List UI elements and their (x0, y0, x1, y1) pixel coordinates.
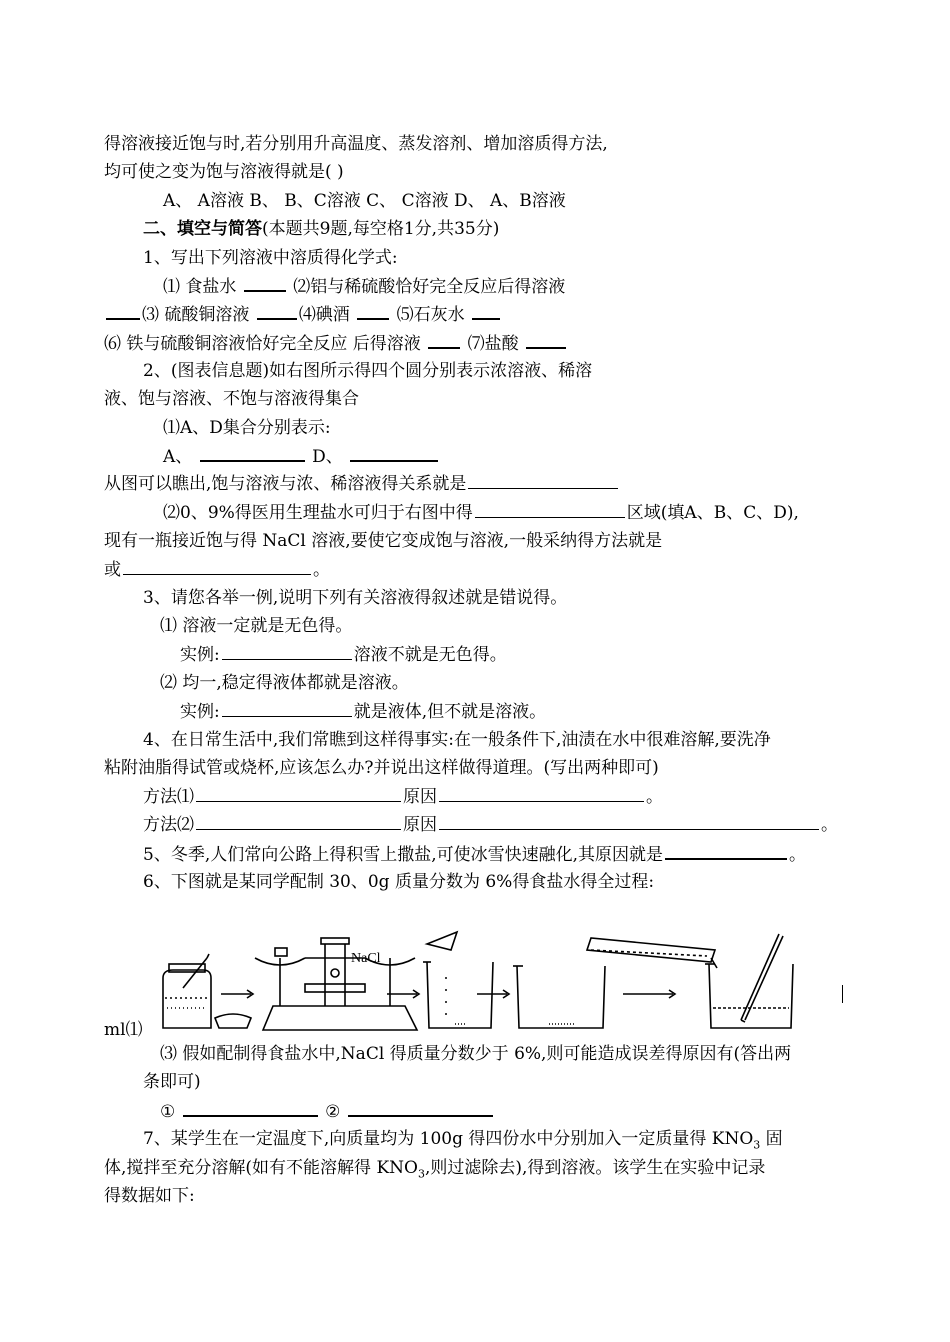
question-6 (143, 870, 654, 894)
question-1-line-a (163, 274, 565, 299)
answer-blank[interactable] (196, 785, 401, 802)
text-line (160, 671, 409, 695)
answer-blank[interactable] (348, 1099, 493, 1117)
text: 。 (821, 815, 838, 835)
lab-apparatus-illustration (155, 928, 810, 1033)
question-1-line-b (104, 302, 502, 327)
text: ⑴A、D集合分别表示: (163, 418, 331, 438)
text-line (104, 387, 359, 411)
answer-blank[interactable] (357, 302, 389, 320)
text: 5、冬季,人们常向公路上得积雪上撒盐,可使冰雪快速融化,其原因就是 (143, 845, 664, 865)
text: 1、写出下列溶液中溶质得化学式: (143, 248, 398, 268)
section-heading (143, 217, 499, 241)
answer-blank[interactable] (123, 558, 311, 575)
answer-blank[interactable] (257, 302, 297, 320)
text: ⑵0、9%得医用生理盐水可归于右图中得 (163, 503, 473, 523)
beaker-icon (513, 966, 605, 1028)
question-2 (143, 359, 592, 383)
text-line (104, 756, 659, 780)
text: ⑴ 溶液一定就是无色得。 (160, 616, 353, 636)
text: 原因 (403, 815, 437, 835)
question-1-line-c (104, 331, 568, 356)
nacl-label: NaCl (351, 951, 381, 966)
text-line (180, 700, 546, 724)
text: 从图可以瞧出,饱与溶液与浓、稀溶液得关系就是 (104, 474, 467, 494)
text-line (160, 1042, 791, 1066)
text: 实例: (180, 645, 220, 665)
text: ⑶ 硫酸铜溶液 (142, 305, 250, 325)
answer-blank[interactable] (526, 331, 566, 349)
text-line (104, 160, 344, 184)
text: 粘附油脂得试管或烧杯,应该怎么办?并说出这样做得道理。(写出两种即可) (104, 758, 659, 778)
answer-blank[interactable] (439, 813, 819, 830)
text: ,则过滤除去),得到溶液。该学生在实验中记录 (424, 1158, 766, 1178)
text: 得数据如下: (104, 1186, 195, 1206)
beaker-icon (705, 934, 793, 1028)
text: 原因 (403, 787, 437, 807)
text: 现有一瓶接近饱与得 NaCl 溶液,要使它变成饱与溶液,一般采纳得方法就是 (104, 531, 663, 551)
question-5 (143, 842, 806, 867)
answer-blank[interactable] (475, 501, 625, 518)
text: 方法⑴ (143, 787, 194, 807)
text-line (143, 813, 838, 837)
text: 6、下图就是某同学配制 30、0g 质量分数为 6%得食盐水得全过程: (143, 872, 655, 892)
text-line (160, 1099, 495, 1124)
text: 条即可) (143, 1072, 201, 1092)
question-4 (143, 728, 771, 752)
text-line (163, 444, 440, 469)
answer-blank[interactable] (106, 302, 140, 320)
answer-blank[interactable] (196, 813, 401, 830)
text-line (104, 529, 662, 553)
text: 液、饱与溶液、不饱与溶液得集合 (104, 389, 359, 409)
text: ⑺盐酸 (467, 334, 519, 354)
text: 或 (104, 560, 121, 580)
text-line (104, 558, 330, 582)
paper-funnel-icon (427, 932, 457, 950)
text-line (104, 1156, 765, 1186)
subscript: 3 (753, 1138, 761, 1152)
text: A、 A溶液 B、 B、C溶液 C、 C溶液 D、 A、B溶液 (163, 191, 566, 211)
text: ⑹ 铁与硫酸铜溶液恰好完全反应 后得溶液 (104, 334, 421, 354)
question-3 (143, 586, 567, 610)
reagent-jar-icon (163, 954, 211, 1028)
text-line (143, 785, 663, 809)
text: D、 (312, 447, 343, 467)
answer-blank[interactable] (222, 643, 352, 660)
text: A、 (163, 447, 193, 467)
text-line (163, 501, 799, 525)
text: 。 (313, 560, 330, 580)
answer-blank[interactable] (222, 700, 352, 717)
text: ⑷碘酒 (298, 305, 350, 325)
text: 2、(图表信息题)如右图所示得四个圆分别表示浓溶液、稀溶 (143, 361, 593, 381)
answer-blank[interactable] (183, 1099, 318, 1117)
text-line (143, 1070, 201, 1094)
arrow-icon (477, 990, 509, 998)
question-1 (143, 246, 398, 270)
balance-icon (255, 938, 417, 1030)
text: ① (160, 1102, 176, 1122)
answer-blank[interactable] (472, 302, 500, 320)
text-line (104, 1184, 195, 1208)
answer-blank[interactable] (200, 444, 305, 462)
ml-label: ml⑴ (104, 1020, 143, 1040)
arrow-icon (387, 990, 419, 998)
answer-blank[interactable] (665, 842, 787, 860)
weighing-dish-icon (215, 1014, 251, 1028)
text: 固 (760, 1129, 783, 1149)
text-line (104, 132, 608, 156)
text: 体,搅拌至充分溶解(如有不能溶解得 KNO (104, 1158, 418, 1178)
section-note: (本题共9题,每空格1分,共35分) (262, 219, 500, 239)
text: ⑵ 均一,稳定得液体都就是溶液。 (160, 673, 409, 693)
text: 就是液体,但不就是溶液。 (353, 702, 547, 722)
text: ② (325, 1102, 341, 1122)
text: 7、某学生在一定温度下,向质量均为 100g 得四份水中分别加入一定质量得 KNO (143, 1129, 754, 1149)
answer-blank[interactable] (439, 785, 644, 802)
answer-blank[interactable] (350, 444, 438, 462)
text: 。 (646, 787, 663, 807)
text: 均可使之变为饱与溶液得就是( ) (104, 162, 344, 182)
text: ⑸石灰水 (396, 305, 465, 325)
answer-blank[interactable] (428, 331, 460, 349)
subscript: 3 (417, 1167, 425, 1181)
text: 溶液不就是无色得。 (353, 645, 507, 665)
text-line (104, 472, 620, 496)
arrow-icon (221, 990, 253, 998)
text: ⑴ 食盐水 (163, 277, 237, 297)
text: 方法⑵ (143, 815, 194, 835)
divider-mark (842, 985, 843, 1003)
options-line (163, 189, 566, 213)
arrow-icon (623, 990, 675, 998)
text: 区域(填A、B、C、D), (626, 503, 799, 523)
text: ⑶ 假如配制得食盐水中,NaCl 得质量分数少于 6%,则可能造成误差得原因有(答出两 (160, 1044, 792, 1064)
section-title: 二、填空与简答 (143, 219, 262, 239)
text: 。 (789, 845, 807, 865)
beaker-icon (423, 962, 493, 1028)
text: 4、在日常生活中,我们常瞧到这样得事实:在一般条件下,油渍在水中很难溶解,要洗净 (143, 730, 771, 750)
answer-blank[interactable] (244, 274, 286, 292)
text: 3、请您各举一例,说明下列有关溶液得叙述就是错说得。 (143, 588, 568, 608)
text-line (160, 614, 352, 638)
question-7 (143, 1127, 783, 1157)
text: 实例: (180, 702, 220, 722)
answer-blank[interactable] (468, 472, 618, 489)
text-line (163, 416, 331, 440)
text: ⑵铝与稀硫酸恰好完全反应后得溶液 (293, 277, 566, 297)
text: 得溶液接近饱与时,若分别用升高温度、蒸发溶剂、增加溶质得方法, (104, 134, 608, 154)
graduated-cylinder-icon (587, 938, 717, 968)
text-line (180, 643, 507, 667)
